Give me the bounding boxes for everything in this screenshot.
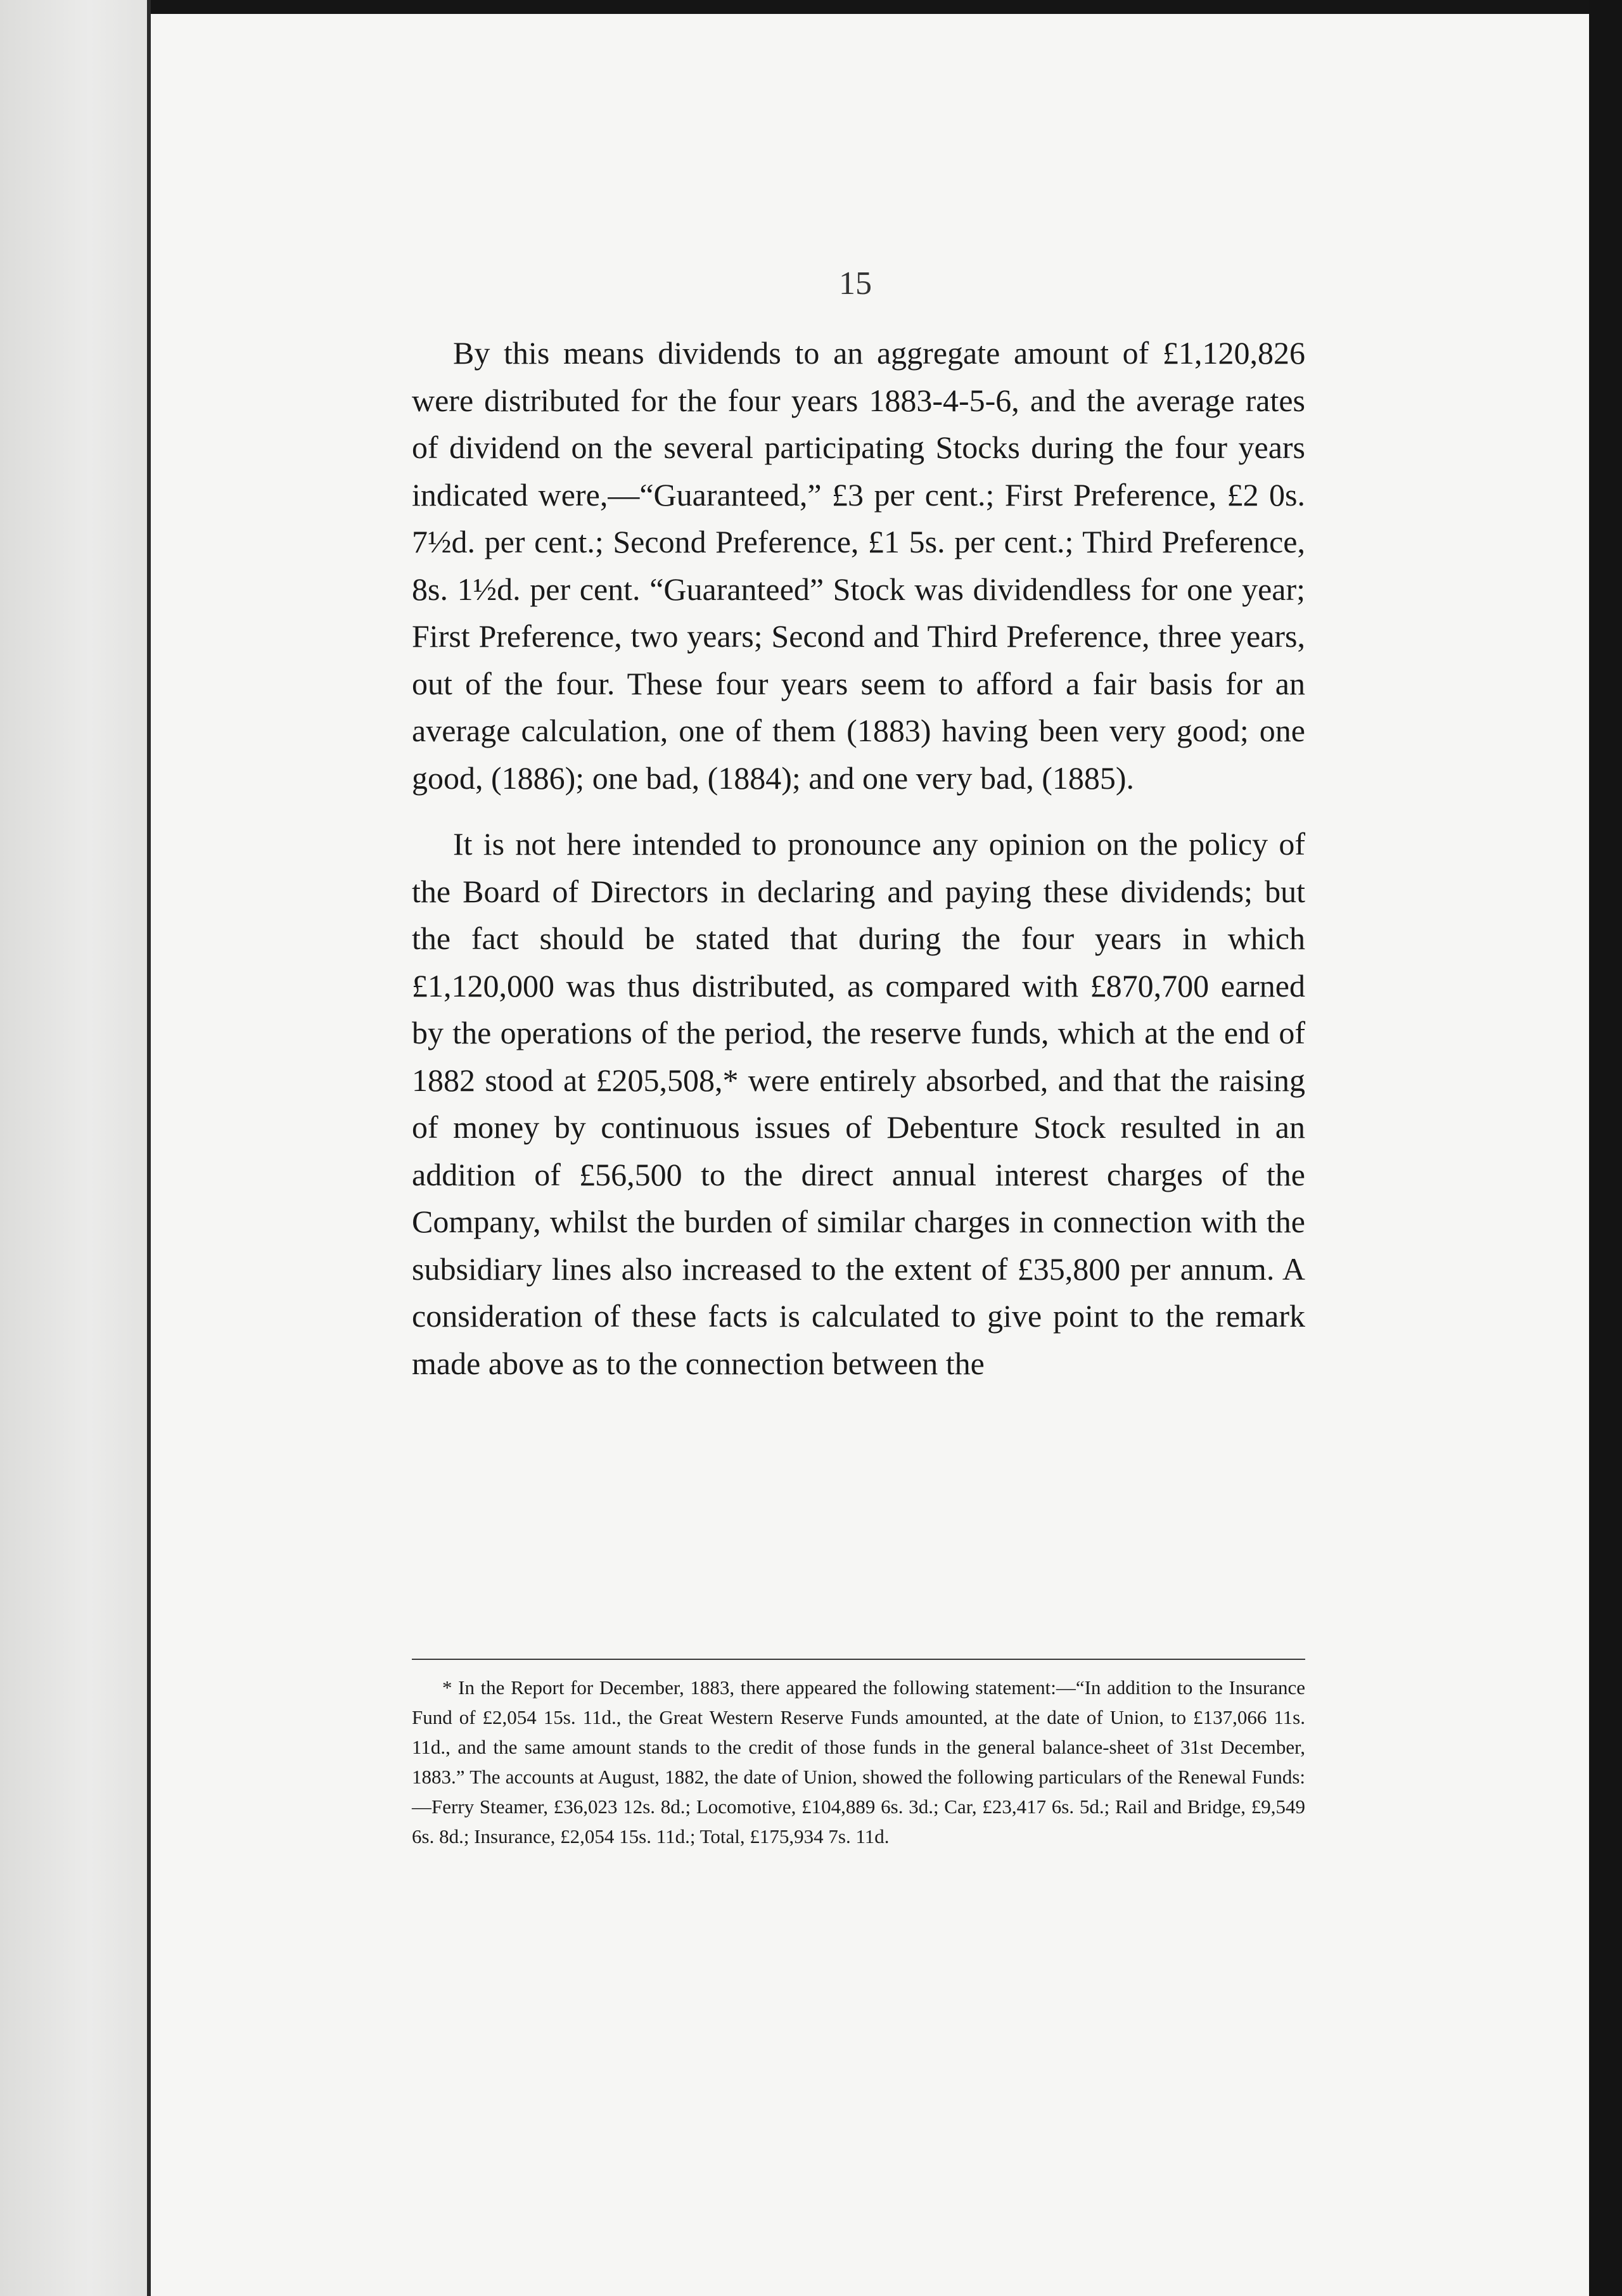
paragraph-dividends: By this means dividends to an aggregate amount of £1,120,826 were distributed for the four years 1883-4-5-6, and the average rates of dividend on the several participating Stocks during the four years indicated were,—“Guaranteed,” £3 per cent.; First Preference, £2 0s. 7½d. per cent.; Second Preference, £1 5s. per cent.; Third Preference, 8s. 1½d. per cent. “Guaranteed” Stock was dividendless for one year; First Preference, two years; Second and Third Preference, three years, out of the four. These four years seem to afford a fair basis for an average calculation, one of them (1883) having been very good; one good, (1886); one bad, (1884); and one very bad, (1885). [412,335,1305,796]
body-text [412,329,1305,1387]
footnote-divider [412,1659,1305,1660]
scan-top-edge [0,0,1622,14]
paragraph-reserve-funds: It is not here intended to pronounce any opinion on the policy of the Board of Directors in declaring and paying these dividends; but the fact should be stated that during the four years in which £1,120,000 was thus distributed, as compared with £870,700 earned by the operations of the period, the reserve funds, which at the end of 1882 stood at £205,508,* were entirely absorbed, and that the raising of money by continuous issues of Debenture Stock resulted in an addition of £56,500 to the direct annual interest charges of the Company, whilst the burden of similar charges in connection with the subsidiary lines also increased to the extent of £35,800 per annum. A consideration of these facts is calculated to give point to the remark made above as to the connection between the [412,826,1305,1381]
scan-right-edge [1589,0,1622,2296]
facing-page-edge [0,0,150,2296]
page-number: 15 [839,265,872,302]
footnote: * In the Report for December, 1883, there appeared the following statement:—“In addition to the Insurance Fund of £2,054 15s. 11d., the Great Western Reserve Funds amounted, at the date of Union, to £137,066 11s. 11d., and the same amount stands to the credit of those funds in the general balance-sheet of 31st December, 1883.” The accounts at August, 1882, the date of Union, showed the following particulars of the Renewal Funds:—Ferry Steamer, £36,023 12s. 8d.; Locomotive, £104,889 6s. 3d.; Car, £23,417 6s. 5d.; Rail and Bridge, £9,549 6s. 8d.; Insurance, £2,054 15s. 11d.; Total, £175,934 7s. 11d. [412,1676,1305,1847]
